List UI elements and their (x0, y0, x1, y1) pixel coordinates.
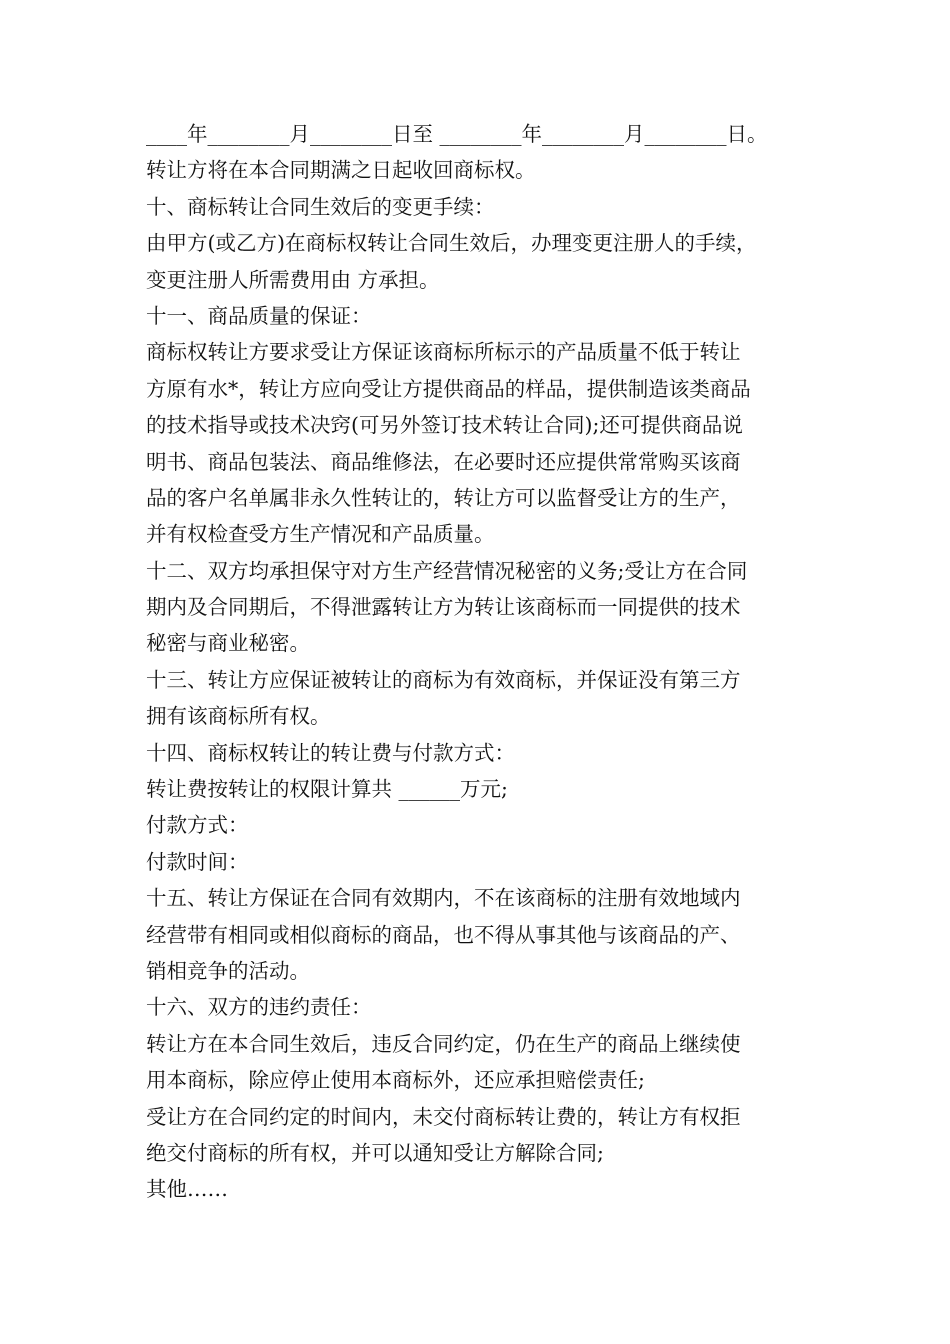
paragraph-line: 转让方将在本合同期满之日起收回商标权。 (146, 158, 536, 183)
paragraph-line: 用本商标，除应停止使用本商标外，还应承担赔偿责任; (146, 1068, 645, 1093)
paragraph-line: 明书、商品包装法、商品维修法，在必要时还应提供常常购买该商 (146, 449, 741, 474)
section-heading-16: 十六、双方的违约责任： (146, 995, 372, 1020)
paragraph-line: 销相竞争的活动。 (146, 958, 310, 983)
transfer-fee-line: 转让费按转让的权限计算共 ______万元; (146, 777, 508, 802)
paragraph-line: 商标权转让方要求受让方保证该商标所标示的产品质量不低于转让 (146, 340, 741, 365)
paragraph-line: 方原有水*，转让方应向受让方提供商品的样品，提供制造该类商品 (146, 376, 751, 401)
paragraph-line: 品的客户名单属非永久性转让的，转让方可以监督受让方的生产， (146, 485, 741, 510)
paragraph-line: 拥有该商标所有权。 (146, 704, 331, 729)
paragraph-line: 秘密与商业秘密。 (146, 631, 310, 656)
paragraph-line: 转让方在本合同生效后，违反合同约定，仍在生产的商品上继续使 (146, 1031, 741, 1056)
paragraph-line: 受让方在合同约定的时间内，未交付商标转让费的，转让方有权拒 (146, 1104, 741, 1129)
section-heading-12: 十二、双方均承担保守对方生产经营情况秘密的义务;受让方在合同 (146, 558, 748, 583)
section-heading-11: 十一、商品质量的保证： (146, 303, 372, 328)
paragraph-line: 期内及合同期后，不得泄露转让方为转让该商标而一同提供的技术 (146, 595, 741, 620)
paragraph-line: 并有权检查受方生产情况和产品质量。 (146, 522, 495, 547)
paragraph-line: 的技术指导或技术决窍(可另外签订技术转让合同);还可提供商品说 (146, 413, 743, 438)
section-heading-14: 十四、商标权转让的转让费与付款方式： (146, 740, 515, 765)
payment-time-line: 付款时间： (146, 849, 249, 874)
payment-method-line: 付款方式： (146, 813, 249, 838)
paragraph-line: 其他…… (146, 1177, 228, 1202)
section-heading-13: 十三、转让方应保证被转让的商标为有效商标，并保证没有第三方 (146, 667, 741, 692)
paragraph-line: 由甲方(或乙方)在商标权转让合同生效后，办理变更注册人的手续， (146, 231, 757, 256)
paragraph-line: 绝交付商标的所有权，并可以通知受让方解除合同; (146, 1140, 604, 1165)
paragraph-line: 经营带有相同或相似商标的商品，也不得从事其他与该商品的产、 (146, 922, 741, 947)
section-heading-10: 十、商标转让合同生效后的变更手续： (146, 194, 495, 219)
section-heading-15: 十五、转让方保证在合同有效期内，不在该商标的注册有效地域内 (146, 886, 741, 911)
date-range-line: ____年________月________日至 ________年________月________日。 (146, 122, 768, 146)
document-body (146, 116, 826, 1208)
paragraph-line: 变更注册人所需费用由 方承担。 (146, 267, 440, 292)
